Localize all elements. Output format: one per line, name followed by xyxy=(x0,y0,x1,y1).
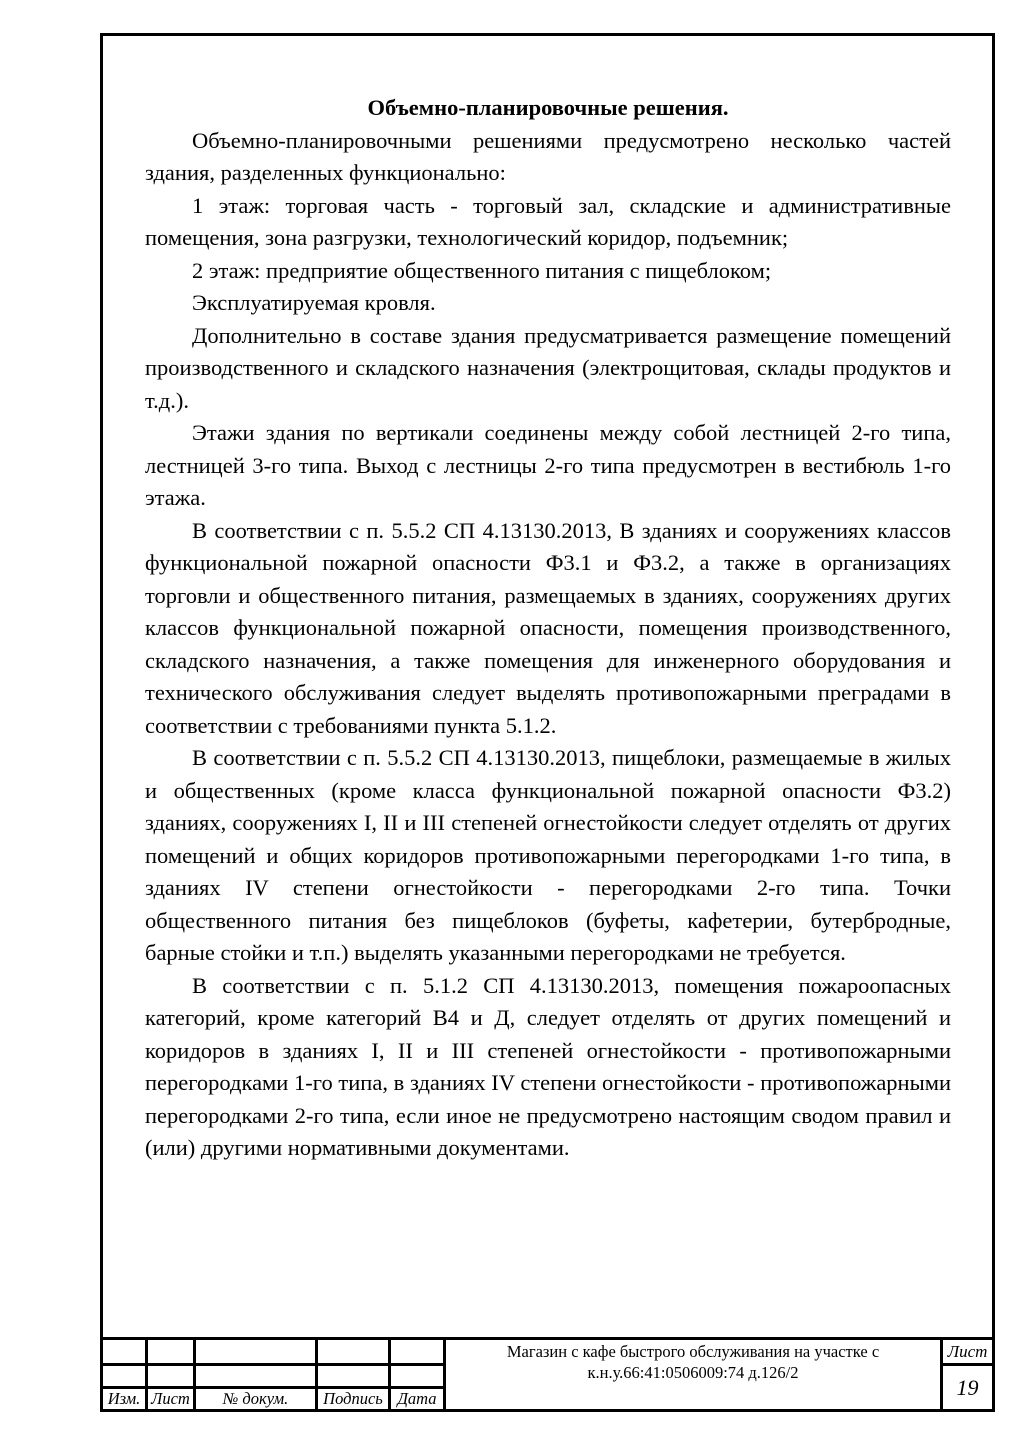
paragraph: В соответствии с п. 5.5.2 СП 4.13130.2013, пищеблоки, размещаемые в жилых и общественных (кроме класса функциональной пожарной опасности Ф3.2) зданиях, сооружениях I, II и III степеней огнестойкости следует отделять от других помещений и общих коридоров противопожарными перегородками 1-го типа, в зданиях IV степени огнестойкости - перегородками 2-го типа. Точки общественного питания без пищеблоков (буфеты, кафетерии, бутербродные, барные стойки и т.п.) выделять указанными перегородками не требуется. xyxy=(145,745,951,965)
title-block-empty-cell xyxy=(148,1340,193,1363)
paragraph: Эксплуатируемая кровля. xyxy=(192,290,436,315)
title-block-column-list: Лист xyxy=(148,1389,193,1409)
title-block-empty-cell xyxy=(196,1366,315,1386)
title-block-column-izm: Изм. xyxy=(103,1389,145,1409)
title-block-sheet-number: 19 xyxy=(943,1366,992,1409)
title-block-column-ndokum: № докум. xyxy=(196,1389,315,1409)
title-block-empty-cell xyxy=(148,1366,193,1386)
title-block-project-name: Магазин с кафе быстрого обслуживания на участке с к.н.у.66:41:0506009:74 д.126/2 xyxy=(446,1340,940,1409)
title-block-empty-cell xyxy=(391,1366,443,1386)
paragraph: В соответствии с п. 5.1.2 СП 4.13130.2013, помещения пожароопасных категорий, кроме категорий В4 и Д, следует отделять от других помещений и коридоров в зданиях I, II и III степеней огнестойкости - противопожарными перегородками 1-го типа, в зданиях IV степени огнестойкости - противопожарными перегородками 2-го типа, если иное не предусмотрено настоящим сводом правил и (или) другими нормативными документами. xyxy=(145,972,951,1160)
title-block xyxy=(103,1337,992,1409)
title-block-column-podpis: Подпись xyxy=(318,1389,388,1409)
paragraph: В соответствии с п. 5.5.2 СП 4.13130.2013, В зданиях и сооружениях классов функциональной пожарной опасности Ф3.1 и Ф3.2, а также в организациях торговли и общественного питания, размещаемых в зданиях, сооружениях других классов функциональной пожарной опасности, помещения производственного, складского назначения, а также помещения для инженерного оборудования и технического обслуживания следует выделять противопожарными преградами в соответствии с требованиями пункта 5.1.2. xyxy=(145,517,951,738)
title-block-empty-cell xyxy=(196,1340,315,1363)
paragraph: 2 этаж: предприятие общественного питания с пищеблоком; xyxy=(192,257,772,283)
paragraph: 1 этаж: торговая часть - торговый зал, складские и административные помещения, зона разгрузки, технологический коридор, подъемник; xyxy=(145,192,951,250)
title-block-sheet-label: Лист xyxy=(943,1340,992,1363)
paragraph: Дополнительно в составе здания предусматривается размещение помещений производственного и складского назначения (электрощитовая, склады продуктов и т.д.). xyxy=(145,322,951,413)
title-block-empty-cell xyxy=(391,1340,443,1363)
paragraph: Объемно-планировочными решениями предусмотрено несколько частей здания, разделенных функционально: xyxy=(145,127,951,185)
title-block-empty-cell xyxy=(318,1366,388,1386)
document-body xyxy=(145,92,951,1165)
page-frame xyxy=(100,33,995,1412)
title-block-empty-cell xyxy=(103,1366,145,1386)
title-block-empty-cell xyxy=(318,1340,388,1363)
title-block-column-data: Дата xyxy=(391,1389,443,1409)
title-block-empty-cell xyxy=(103,1340,145,1363)
paragraph: Этажи здания по вертикали соединены между собой лестницей 2-го типа, лестницей 3-го типа. Выход с лестницы 2-го типа предусмотрен в вестибюль 1-го этажа. xyxy=(145,420,951,510)
page-title: Объемно-планировочные решения. xyxy=(367,95,729,120)
